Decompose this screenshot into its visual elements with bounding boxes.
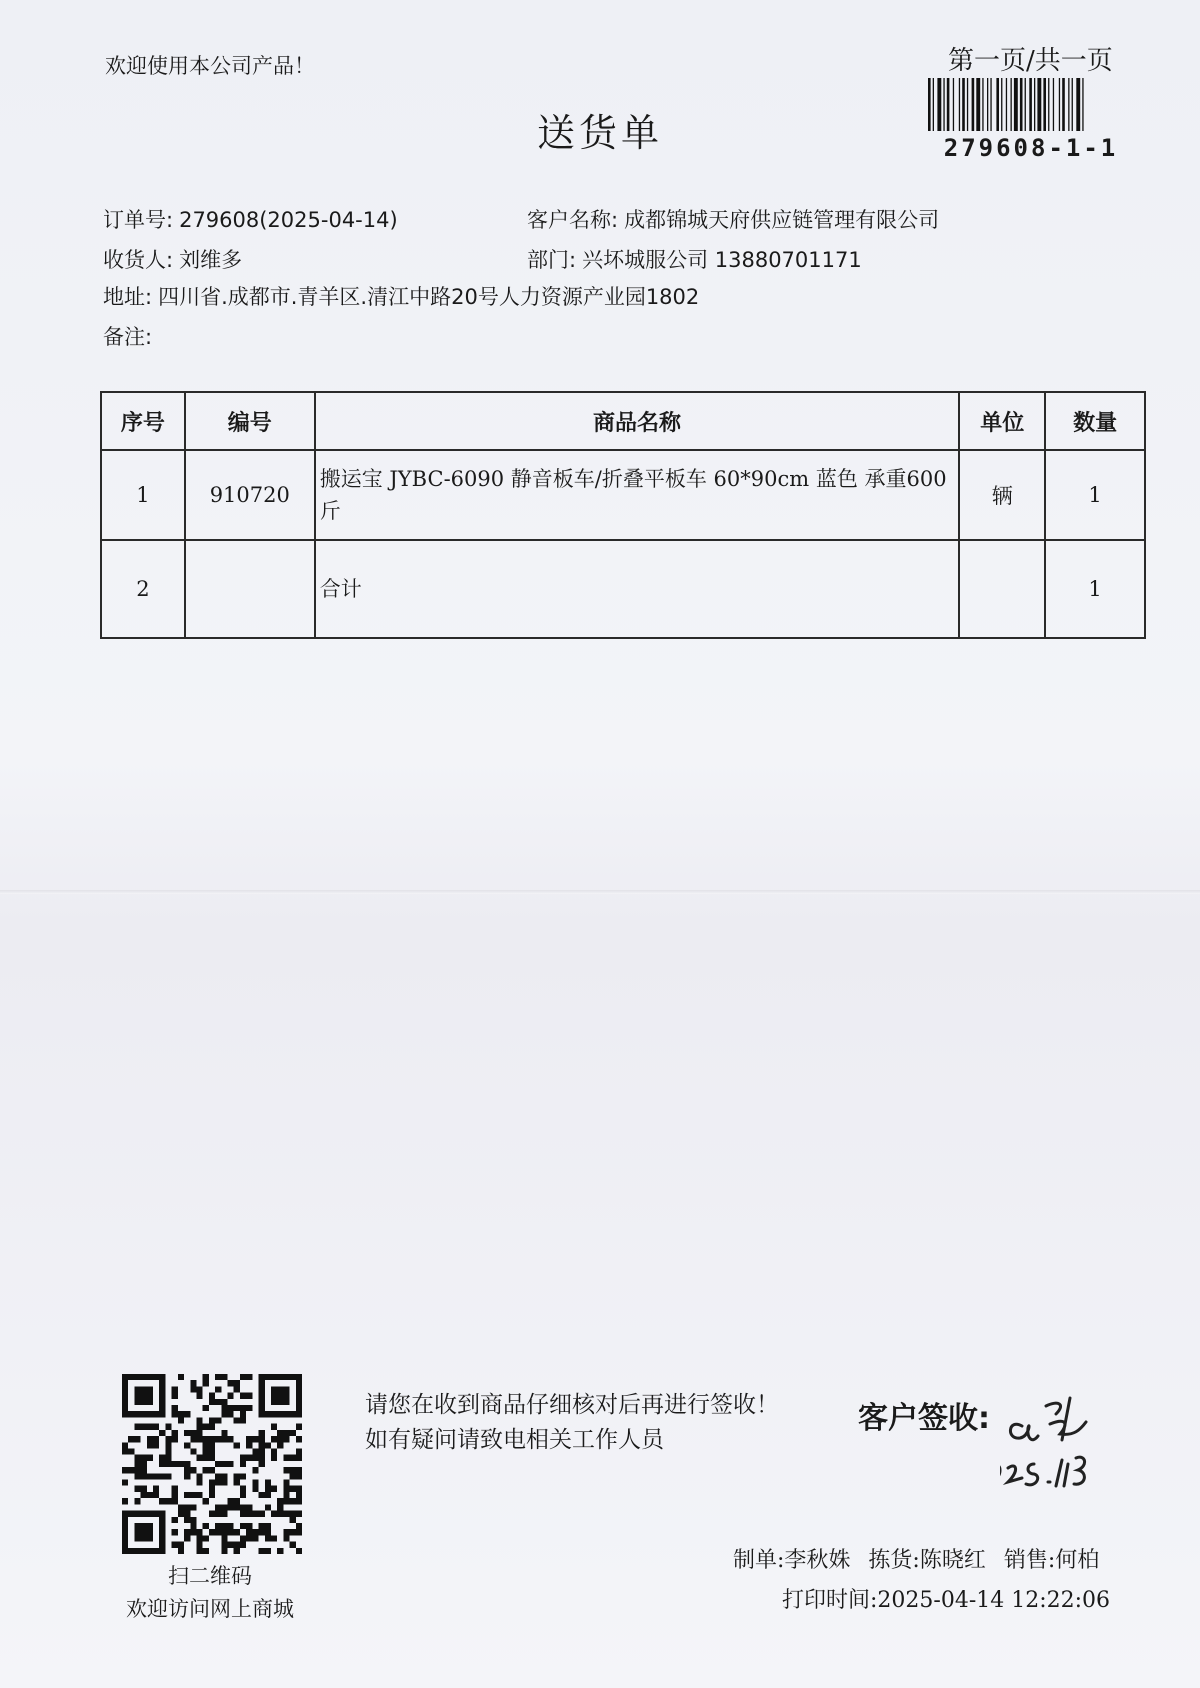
row-unit: [959, 540, 1045, 638]
row-quantity: 1: [1045, 540, 1145, 638]
header-unit: 单位: [959, 392, 1045, 450]
header-code: 编号: [185, 392, 315, 450]
handwritten-signature: [1000, 1378, 1170, 1508]
department-label: 部门:: [527, 248, 577, 272]
row-code: 910720: [185, 450, 315, 540]
header-seq: 序号: [101, 392, 185, 450]
order-number-value: 279608(2025-04-14): [179, 208, 398, 232]
row-product-name: 搬运宝 JYBC-6090 静音板车/折叠平板车 60*90cm 蓝色 承重600斤: [315, 450, 960, 540]
remark-field: [103, 321, 158, 351]
check-notice: 请您在收到商品仔细核对后再进行签收！如有疑问请致电相关工作人员: [365, 1392, 779, 1453]
qr-code-icon: [122, 1374, 302, 1554]
customer-sign-label: 客户签收:: [858, 1401, 990, 1436]
print-time: 打印时间:2025-04-14 12:22:06: [782, 1588, 1111, 1613]
page-indicator: 第一页/共一页: [948, 46, 1113, 76]
row-seq: 2: [101, 540, 185, 638]
address-field: [103, 281, 699, 311]
receiver-field: [103, 244, 242, 274]
barcode-image: [928, 78, 1134, 131]
table-row: [101, 450, 1145, 540]
paper-fold: [0, 890, 1200, 894]
address-value: 四川省.成都市.青羊区.清江中路20号人力资源产业园1802: [158, 285, 700, 309]
table-header-row: [101, 392, 1145, 450]
department-value: 兴坏城服公司 13880701171: [582, 248, 862, 272]
row-code: [185, 540, 315, 638]
order-number-label: 订单号:: [103, 208, 174, 232]
staff-line: [733, 1543, 1117, 1574]
address-label: 地址:: [103, 285, 153, 309]
sales-text: 销售:何柏: [1003, 1548, 1100, 1573]
customer-value: 成都锦城天府供应链管理有限公司: [624, 208, 940, 232]
header-product-name: 商品名称: [315, 392, 960, 450]
qr-caption-scan: 扫二维码: [168, 1564, 252, 1588]
header-quantity: 数量: [1045, 392, 1145, 450]
goods-table: [100, 391, 1146, 639]
order-number-field: [103, 204, 398, 234]
table-row-total: [101, 540, 1145, 638]
barcode-number: 279608-1-1: [943, 134, 1119, 162]
picker-text: 拣货:陈晓红: [868, 1548, 986, 1573]
row-seq: 1: [101, 450, 185, 540]
receiver-value: 刘维多: [179, 248, 243, 272]
maker-text: 制单:李秋姝: [733, 1548, 851, 1573]
customer-field: [527, 204, 939, 234]
document-title: 送货单: [536, 111, 663, 155]
qr-caption-shop: 欢迎访问网上商城: [126, 1597, 294, 1621]
customer-label: 客户名称:: [527, 208, 619, 232]
department-field: [527, 244, 862, 274]
row-unit: 辆: [959, 450, 1045, 540]
welcome-text: 欢迎使用本公司产品！: [105, 54, 315, 78]
row-product-name: 合计: [315, 540, 960, 638]
receiver-label: 收货人:: [103, 248, 174, 272]
remark-label: 备注:: [103, 325, 153, 349]
row-quantity: 1: [1045, 450, 1145, 540]
